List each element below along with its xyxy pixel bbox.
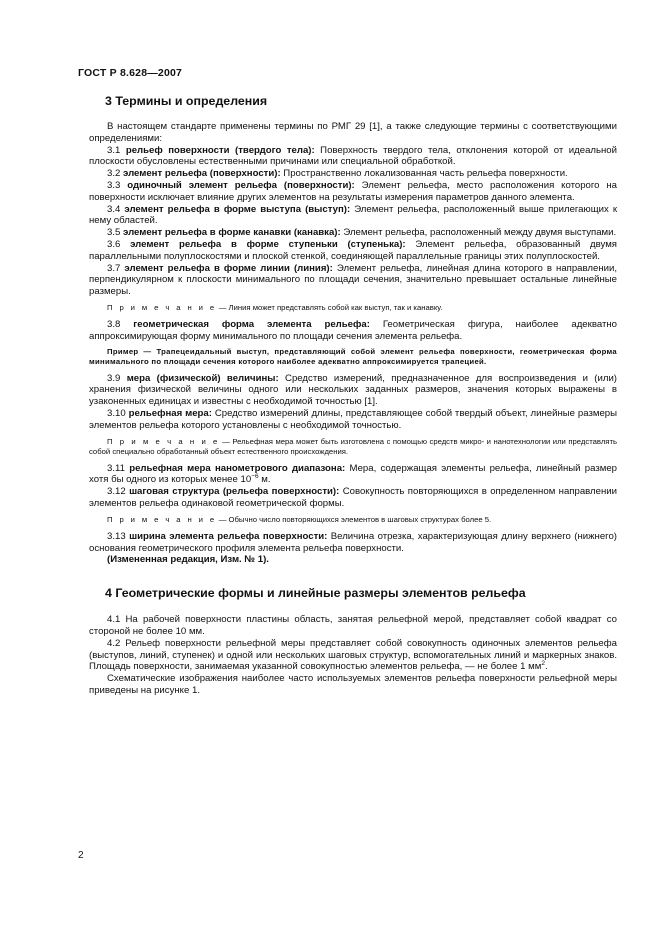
term-3-1 — [89, 145, 617, 169]
term-name: элемент рельефа (поверхности): — [123, 168, 281, 180]
term-3-10 — [89, 408, 617, 432]
term-number: 3.4 — [107, 203, 121, 215]
note-text: — Рельефная мера может быть изготовлена с помощью средств микро- и нанотехнологии или представлять собой специально обработанный объект естественного происхождения. — [89, 436, 617, 456]
term-number: 3.1 — [107, 144, 121, 156]
term-definition: Средство измерений, предназначенное для воспроизведения и (или) хранения физической величины одного или нескольких заданных размеров, значения которых выражены в узаконенных единицах и известны с необходимой точностью [1]. — [89, 372, 617, 408]
term-3-6 — [89, 239, 617, 263]
amendment-note: (Измененная редакция, Изм. № 1). — [107, 554, 269, 566]
term-definition: Геометрическая фигура, наиболее адекватно аппроксимирующая форму минимального по площади сечения элемента рельефа. — [89, 318, 617, 342]
paragraph-text: 4.2 Рельеф поверхности рельефной меры представляет собой совокупность одиночных элементов рельефа (выступов, линий, ступенек) и одной или нескольких шаговых структур, вспомогательных линий и маркерных знаков. Площадь поверхности, занимаемая указанной совокупностью элементов рельефа, — не более 1 мм — [89, 637, 617, 673]
term-name: геометрическая форма элемента рельефа: — [133, 318, 370, 330]
term-name: рельефная мера нанометрового диапазона: — [129, 462, 346, 474]
paragraph-tail: . — [544, 661, 548, 673]
note-label: П р и м е ч а н и е — [107, 302, 217, 312]
term-definition: Элемент рельефа, расположенный выше прилегающих к нему областей. — [89, 203, 618, 227]
exponent: −6 — [251, 473, 259, 481]
note-text: — Обычно число повторяющихся элементов в шаговых структурах более 5. — [216, 514, 492, 524]
example-block: Пример — Трапецеидальный выступ, представляющий собой элемент рельефа поверхности, геометрическая форма минимального по площади сечения которого наиболее адекватно аппроксимируется трапецией. — [89, 346, 617, 366]
note-text: — Линия может представлять собой как выступ, так и канавку. — [216, 302, 443, 312]
note-1 — [89, 303, 617, 313]
note-label: П р и м е ч а н и е — [107, 436, 220, 446]
term-number: 3.11 — [107, 462, 125, 474]
section-gap — [89, 566, 617, 584]
term-number: 3.9 — [107, 372, 121, 384]
term-3-5 — [89, 227, 617, 239]
page-content — [89, 92, 617, 697]
term-definition: Элемент рельефа, образованный двумя параллельными полуплоскостями и плоской стенкой, соединяющей параллельные границы этих полуплоскостей. — [89, 238, 617, 262]
term-name: элемент рельефа в форме канавки (канавка): — [123, 227, 341, 239]
paragraph-4-2 — [89, 638, 617, 673]
term-name: шаговая структура (рельефа поверхности): — [129, 486, 340, 498]
term-number: 3.6 — [107, 238, 121, 250]
term-3-3 — [89, 180, 617, 204]
term-name: элемент рельефа в форме выступа (выступ): — [124, 203, 351, 215]
term-3-13 — [89, 531, 617, 555]
exponent: 2 — [541, 660, 545, 668]
term-definition: Совокупность повторяющихся в определенном направлении элементов рельефа одинаковой геометрической формы. — [89, 486, 617, 509]
term-name: рельеф поверхности (твердого тела): — [125, 144, 315, 156]
term-3-9 — [89, 373, 617, 408]
note-3 — [89, 515, 617, 525]
paragraph-4-1: 4.1 На рабочей поверхности пластины область, занятая рельефной мерой, представляет собой квадрат со стороной не более 10 мм. — [89, 614, 617, 637]
term-name: рельефная мера: — [128, 407, 212, 419]
paragraph-4-3: Схематические изображения наиболее часто используемых элементов рельефа поверхности рельефной меры приведены на рисунке 1. — [89, 673, 617, 696]
term-definition: Мера, содержащая элементы рельефа, линейный размер хотя бы одного из которых менее 10 — [89, 462, 617, 486]
term-3-12 — [89, 486, 617, 510]
document-header: ГОСТ Р 8.628—2007 — [78, 67, 183, 79]
term-name: элемент рельефа в форме ступеньки (ступенька): — [130, 238, 406, 250]
page-number: 2 — [78, 850, 84, 861]
term-definition: Элемент рельефа, линейная длина которого в направлении, перпендикулярном к плоскости минимального по площади сечения, значительно превышает остальные линейные размеры. — [89, 262, 618, 298]
term-definition: Элемент рельефа, расположенный между двумя выступами. — [340, 227, 617, 239]
section-4-title: 4 Геометрические формы и линейные размеры элементов рельефа — [105, 586, 526, 601]
term-number: 3.3 — [107, 179, 121, 191]
term-number: 3.10 — [107, 407, 126, 419]
term-definition: Пространственно локализованная часть рельефа поверхности. — [280, 168, 568, 180]
term-definition-tail: м. — [258, 474, 271, 486]
term-3-2 — [89, 168, 617, 180]
term-number: 3.13 — [107, 530, 126, 542]
section-3-title: 3 Термины и определения — [105, 94, 268, 108]
note-label: П р и м е ч а н и е — [107, 514, 217, 524]
term-name: ширина элемента рельефа поверхности: — [129, 530, 328, 542]
term-number: 3.8 — [107, 318, 121, 330]
term-definition: Средство измерений длины, представляющее собой твердый объект, линейные размеры элементов рельефа которого установлены с необходимой точностью. — [89, 407, 618, 431]
term-3-7 — [89, 263, 617, 298]
term-number: 3.12 — [107, 486, 126, 498]
note-2 — [89, 437, 617, 457]
term-definition: Величина отрезка, характеризующая длину верхнего (нижнего) основания геометрического профиля элемента рельефа поверхности. — [89, 530, 618, 554]
term-number: 3.5 — [107, 227, 121, 239]
term-name: мера (физической) величины: — [126, 372, 279, 384]
term-name: элемент рельефа в форме линии (линия): — [124, 262, 333, 274]
term-number: 3.2 — [107, 168, 121, 180]
term-definition: Элемент рельефа, место расположения которого на поверхности исключает влияние других элементов на результаты измерения параметров данного элемента. — [89, 179, 618, 203]
section-3-intro: В настоящем стандарте применены термины по РМГ 29 [1], а также следующие термины с соответствующими определениями: — [89, 121, 617, 144]
term-definition: Поверхность твердого тела, отклонения которой от идеальной плоскости обусловлены естественными причинами или специальной обработкой. — [89, 144, 617, 168]
term-3-4 — [89, 204, 617, 228]
term-name: одиночный элемент рельефа (поверхности): — [127, 179, 355, 191]
term-number: 3.7 — [107, 262, 121, 274]
term-3-11 — [89, 463, 617, 487]
term-3-8 — [89, 319, 617, 343]
